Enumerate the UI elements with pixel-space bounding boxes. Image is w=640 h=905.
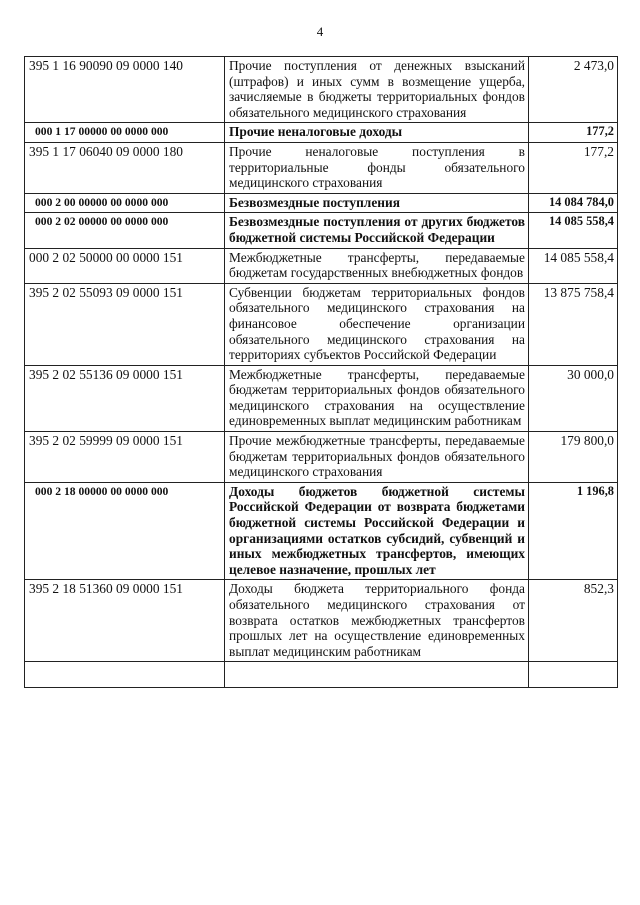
table-row <box>25 432 618 483</box>
budget-code: 000 2 18 00000 00 0000 000 <box>25 482 225 580</box>
amount: 2 473,0 <box>529 57 618 123</box>
revenue-name: Прочие поступления от денежных взысканий (штрафов) и иных сумм в возмещение ущерба, зачисляемые в бюджеты территориальных фондов обязательного медицинского страхования <box>225 57 529 123</box>
amount: 852,3 <box>529 580 618 662</box>
revenue-name: Межбюджетные трансферты, передаваемые бюджетам территориальных фондов обязательного медицинского страхования на осуществление единовременных выплат медицинским работникам <box>225 365 529 431</box>
revenue-table-body <box>25 57 618 688</box>
amount: 177,2 <box>529 142 618 193</box>
budget-code: 000 2 02 50000 00 0000 151 <box>25 248 225 283</box>
amount: 14 085 558,4 <box>529 213 618 248</box>
revenue-table <box>24 56 618 688</box>
empty-cell <box>25 662 225 688</box>
revenue-name: Безвозмездные поступления от других бюджетов бюджетной системы Российской Федерации <box>225 213 529 248</box>
budget-code: 395 1 17 06040 09 0000 180 <box>25 142 225 193</box>
budget-code: 395 2 02 59999 09 0000 151 <box>25 432 225 483</box>
table-row <box>25 482 618 580</box>
table-row <box>25 123 618 143</box>
table-row <box>25 580 618 662</box>
budget-code: 395 2 02 55136 09 0000 151 <box>25 365 225 431</box>
amount: 1 196,8 <box>529 482 618 580</box>
budget-code: 000 1 17 00000 00 0000 000 <box>25 123 225 143</box>
table-row <box>25 193 618 213</box>
amount: 13 875 758,4 <box>529 283 618 365</box>
budget-code: 395 2 18 51360 09 0000 151 <box>25 580 225 662</box>
amount: 14 085 558,4 <box>529 248 618 283</box>
revenue-name: Доходы бюджета территориального фонда обязательного медицинского страхования от возврата остатков межбюджетных трансфертов прошлых лет на осуществление единовременных выплат медицинским работникам <box>225 580 529 662</box>
table-row <box>25 283 618 365</box>
revenue-name: Безвозмездные поступления <box>225 193 529 213</box>
revenue-name: Прочие межбюджетные трансферты, передаваемые бюджетам территориальных фондов обязательного медицинского страхования <box>225 432 529 483</box>
table-row <box>25 142 618 193</box>
revenue-name: Субвенции бюджетам территориальных фондов обязательного медицинского страхования на финансовое обеспечение организации обязательного медицинского страхования на территориях субъектов Российской Федерации <box>225 283 529 365</box>
table-row-empty <box>25 662 618 688</box>
budget-code: 395 2 02 55093 09 0000 151 <box>25 283 225 365</box>
amount: 177,2 <box>529 123 618 143</box>
budget-code: 000 2 00 00000 00 0000 000 <box>25 193 225 213</box>
table-row <box>25 248 618 283</box>
page-number: 4 <box>316 24 324 39</box>
amount: 179 800,0 <box>529 432 618 483</box>
revenue-name: Доходы бюджетов бюджетной системы Российской Федерации от возврата бюджетами бюджетной системы Российской Федерации и организациями остатков субсидий, субвенций и иных межбюджетных трансфертов, имеющих целевое назначение, прошлых лет <box>225 482 529 580</box>
revenue-name: Прочие неналоговые поступления в территориальные фонды обязательного медицинского страхования <box>225 142 529 193</box>
empty-cell <box>225 662 529 688</box>
table-row <box>25 365 618 431</box>
budget-code: 000 2 02 00000 00 0000 000 <box>25 213 225 248</box>
table-row <box>25 57 618 123</box>
revenue-name: Межбюджетные трансферты, передаваемые бюджетам государственных внебюджетных фондов <box>225 248 529 283</box>
revenue-name: Прочие неналоговые доходы <box>225 123 529 143</box>
amount: 14 084 784,0 <box>529 193 618 213</box>
amount: 30 000,0 <box>529 365 618 431</box>
budget-code: 395 1 16 90090 09 0000 140 <box>25 57 225 123</box>
empty-cell <box>529 662 618 688</box>
table-row <box>25 213 618 248</box>
